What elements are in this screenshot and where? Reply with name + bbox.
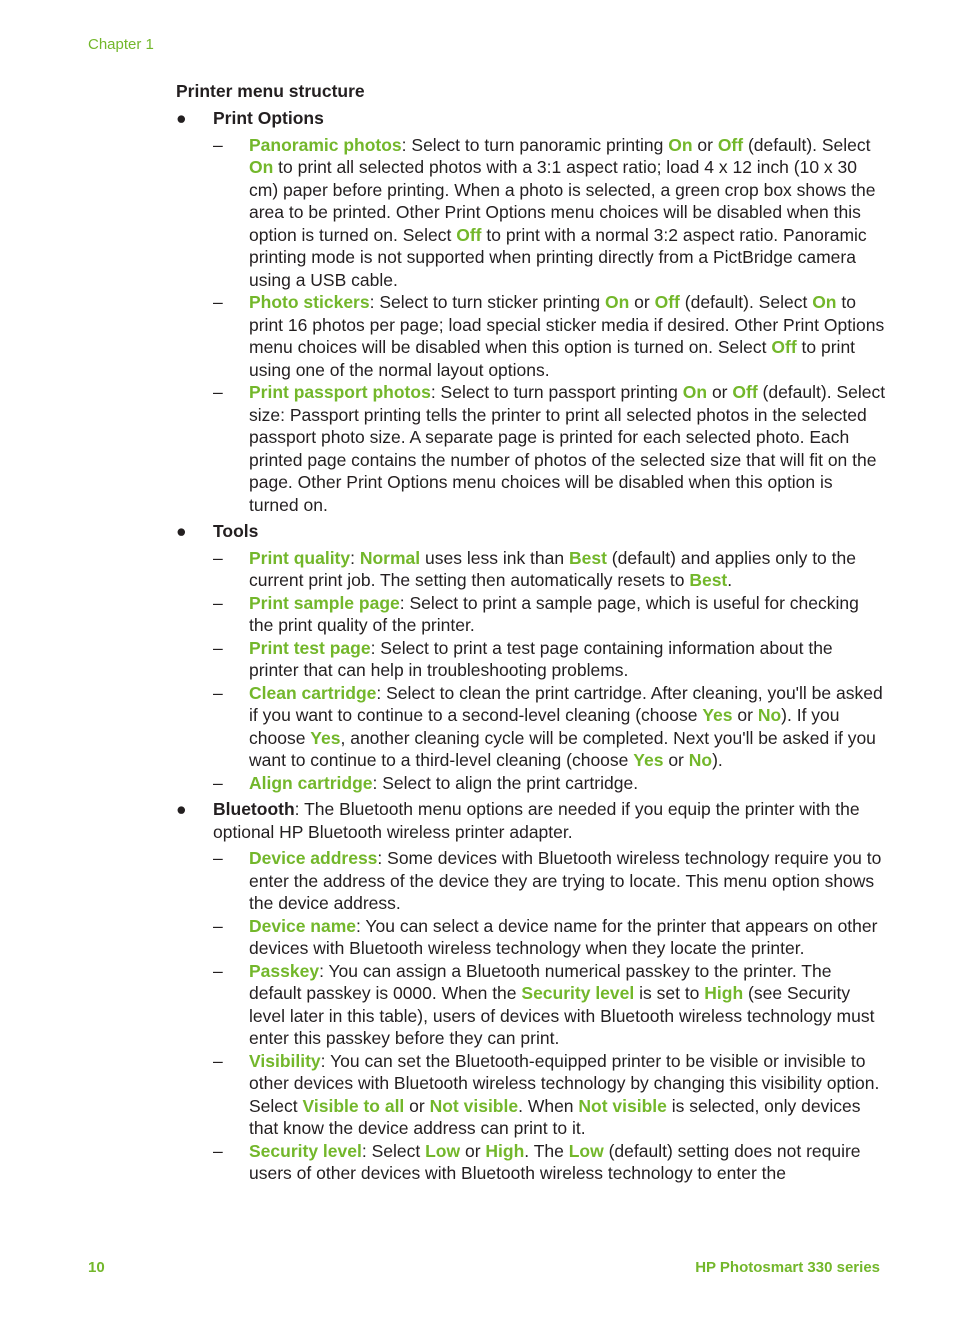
sub-option-item [176, 682, 886, 772]
option-keyword: Off [732, 382, 758, 402]
option-term: Photo stickers [249, 292, 370, 312]
option-term: Print passport photos [249, 382, 431, 402]
sub-option-item [176, 847, 886, 915]
option-keyword: On [668, 134, 693, 155]
option-keyword: Yes [702, 705, 733, 725]
bullet-intro: : The Bluetooth menu options are needed if you equip the printer with the optional HP Bluetooth wireless printer adapter. [213, 799, 860, 842]
bullet-icon: ● [176, 799, 187, 819]
option-description: : Select to align the print cartridge. [372, 772, 639, 793]
menu-bullet-bluetooth [176, 798, 886, 843]
option-term: Print sample page [249, 592, 400, 613]
dash-icon: – [213, 915, 223, 936]
option-term: Security level [249, 1140, 362, 1161]
bullet-icon: ● [176, 108, 187, 128]
option-description: : Select to print a test page containing information about the printer that can help in troubleshooting problems. [249, 637, 833, 680]
option-description: : You can set the Bluetooth-equipped printer to be visible or invisible to other devices with Bluetooth wireless technology by changing this visibility option. Select Visible to all or Not visible. When Not visible is selected, only devices that know the device address can print to it. [249, 1050, 880, 1138]
dash-icon: – [213, 134, 223, 155]
option-description: : Some devices with Bluetooth wireless technology require you to enter the address of the device they are trying to locate. This menu option shows the device address. [249, 848, 882, 913]
dash-icon: – [213, 637, 223, 658]
sub-option-list [176, 547, 886, 795]
sub-option-item [176, 1140, 886, 1185]
option-keyword: On [812, 292, 837, 312]
option-keyword: High [704, 983, 744, 1003]
bullet-icon: ● [176, 521, 187, 541]
bullet-list [176, 107, 886, 1185]
option-keyword: Off [717, 134, 744, 155]
sub-option-item [176, 960, 886, 1050]
option-description: : Select to clean the print cartridge. After cleaning, you'll be asked if you want to continue to a second-level cleaning (choose Yes or No). If you choose Yes, another cleaning cycle will be completed. Next you'll be asked if you want to continue to a third-level cleaning (choose Yes or No). [249, 682, 883, 770]
sub-option-item [176, 291, 886, 381]
option-keyword: Off [654, 292, 680, 312]
sub-option-item [176, 592, 886, 637]
main-content [176, 80, 886, 1185]
option-keyword: Yes [633, 750, 664, 770]
section-title: Printer menu structure [176, 81, 365, 101]
option-description: : You can select a device name for the printer that appears on other devices with Bluetooth wireless technology when they locate the printer. [249, 915, 878, 958]
dash-icon: – [213, 1140, 223, 1161]
sub-option-item [176, 134, 886, 292]
menu-bullet-tools [176, 520, 886, 543]
bullet-title: Bluetooth [213, 799, 295, 819]
dash-icon: – [213, 960, 223, 981]
option-keyword: Low [568, 1140, 604, 1161]
sub-option-list [176, 847, 886, 1185]
option-term: Print quality [249, 547, 351, 568]
option-keyword: High [485, 1140, 525, 1161]
option-keyword: No [688, 750, 713, 770]
option-term: Align cartridge [249, 772, 373, 793]
option-term: Device name [249, 915, 357, 936]
sub-option-item [176, 547, 886, 592]
bullet-title: Print Options [213, 108, 324, 128]
option-keyword: Not visible [429, 1095, 519, 1116]
option-keyword: Best [689, 570, 728, 590]
bullet-title: Tools [213, 521, 259, 541]
option-term: Panoramic photos [249, 134, 402, 155]
option-description: : Normal uses less ink than Best (default) and applies only to the current print job. The setting then automatically resets to Best. [249, 547, 856, 590]
option-term: Passkey [249, 960, 320, 981]
dash-icon: – [213, 772, 223, 793]
option-term: Clean cartridge [249, 682, 377, 703]
chapter-header: Chapter 1 [88, 36, 154, 53]
option-description: : Select to turn sticker printing On or Off (default). Select On to print 16 photos per page; load special sticker media if desired. Other Print Options menu choices will be disabled when this option is turned on. Select Off to print using one of the normal layout options. [249, 292, 885, 380]
option-keyword: Security level [521, 983, 635, 1003]
page-number: 10 [88, 1259, 105, 1276]
option-keyword: On [605, 292, 630, 312]
sub-option-item [176, 381, 886, 516]
dash-icon: – [213, 292, 223, 312]
option-keyword: Normal [359, 547, 421, 568]
option-keyword: Not visible [578, 1095, 667, 1116]
menu-bullet-print-options [176, 107, 886, 130]
sub-option-list [176, 134, 886, 517]
product-name: HP Photosmart 330 series [695, 1259, 880, 1276]
sub-option-item [176, 1050, 886, 1140]
option-term: Device address [249, 848, 378, 868]
option-keyword: Off [771, 337, 797, 357]
dash-icon: – [213, 848, 223, 868]
option-keyword: No [757, 705, 782, 725]
dash-icon: – [213, 682, 223, 703]
dash-icon: – [213, 547, 223, 568]
sub-option-item [176, 772, 886, 795]
option-keyword: On [249, 157, 274, 177]
option-description: : Select Low or High. The Low (default) setting does not require users of other devices with Bluetooth wireless technology to enter the [249, 1140, 861, 1183]
option-term: Visibility [249, 1050, 321, 1071]
option-description: : Select to turn passport printing On or Off (default). Select size: Passport printing tells the printer to print all selected photos in the selected passport photo size. A separate page is printed for each selected photo. Each printed page contains the number of photos of the selected size that will fit on the page. Other Print Options menu choices will be disabled when this option is turned on. [249, 382, 886, 515]
option-description: : You can assign a Bluetooth numerical passkey to the printer. The default passkey is 0000. When the Security level is set to High (see Security level later in this table), users of devices with Bluetooth wireless technology must enter this passkey before they can print. [249, 960, 875, 1048]
sub-option-item [176, 915, 886, 960]
option-keyword: Visible to all [302, 1095, 405, 1116]
dash-icon: – [213, 382, 223, 402]
dash-icon: – [213, 592, 223, 613]
option-keyword: Best [568, 547, 607, 568]
option-keyword: On [682, 382, 708, 402]
dash-icon: – [213, 1050, 223, 1071]
option-keyword: Yes [310, 727, 341, 748]
option-term: Print test page [249, 637, 371, 658]
option-keyword: Off [456, 224, 482, 245]
sub-option-item [176, 637, 886, 682]
option-description: : Select to turn panoramic printing On or Off (default). Select On to print all selected photos with a 3:1 aspect ratio; load 4 x 12 inch (10 x 30 cm) paper before printing. When a photo is selected, a green crop box shows the area to be printed. Other Print Options menu choices will be disabled when this option is turned on. Select Off to print with a normal 3:2 aspect ratio. Panoramic printing mode is not supported when printing directly from a PictBridge camera using a USB cable. [249, 134, 876, 290]
option-description: : Select to print a sample page, which is useful for checking the print quality of the printer. [249, 592, 859, 635]
option-keyword: Low [425, 1140, 461, 1161]
